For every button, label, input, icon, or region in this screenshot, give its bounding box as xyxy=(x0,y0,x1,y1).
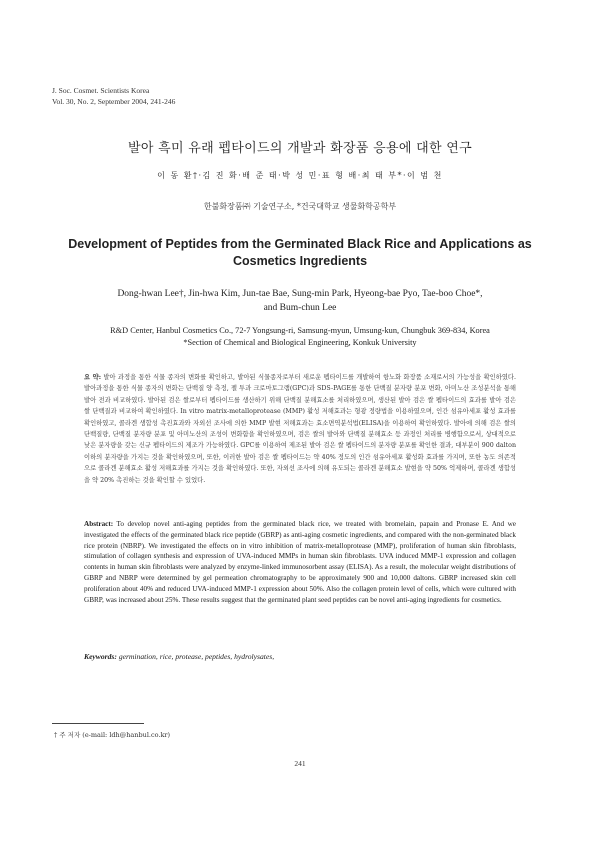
english-authors xyxy=(60,287,540,315)
keywords xyxy=(84,652,516,661)
english-authors-line1: Dong-hwan Lee†, Jin-hwa Kim, Jun-tae Bae, Sung-min Park, Hyeong-bae Pyo, Tae-boo Choe*, xyxy=(117,289,483,299)
english-affiliation-line1: R&D Center, Hanbul Cosmetics Co., 72-7 Yongsung-ri, Samsung-myun, Umsung-kun, Chungbuk 369-834, Korea xyxy=(110,326,490,335)
abstract-label: Abstract: xyxy=(84,520,114,528)
journal-volume: Vol. 30, No. 2, September 2004, 241-246 xyxy=(52,97,176,106)
korean-title: 발아 흑미 유래 펩타이드의 개발과 화장품 응용에 대한 연구 xyxy=(127,141,473,156)
journal-header xyxy=(52,85,175,107)
english-affiliation-line2: *Section of Chemical and Biological Engineering, Konkuk University xyxy=(183,337,417,347)
english-affiliation xyxy=(60,325,540,348)
footnote: † 주 저자 (e-mail: ldh@hanbul.co.kr) xyxy=(54,731,171,739)
keywords-label: Keywords: xyxy=(84,652,117,661)
korean-affiliation: 한불화장품㈜ 기술연구소, *건국대학교 생물화학공학부 xyxy=(203,202,397,211)
english-title: Development of Peptides from the Germinated Black Rice and Applications as Cosmetics Ingredients xyxy=(68,237,532,268)
korean-abstract-text: 발아 과정을 통한 식물 종자의 변화를 확인하고, 발아된 식물종자로부터 새로운 펩타이드를 개발하여 항노화 화장품 소재로서의 가능성을 확인하였다. 발아과정을 통한 식물 종자의 변화는 단백질 양 측정, 젤 투과 크로마토그램(GPC)과 SDS-PAGE를 통한 단백질 분자량 분포 변화, 아미노산 조성분석을 통해 발아 전과 비교하였다. 발아된 검은 쌀로부터 펩타이드를 생산하기 위해 단백질 분해효소를 처리하였으며, 생산된 발아 검은 쌀 펩타이드의 효과를 발아 검은 쌀 단백질과 비교하여 확인하였다. In vitro matrix-metalloprotease (MMP) 활성 저해효과는 형광 정량법을 이용하였으며, 인간 섬유아세포 활성 효과를 확인하였고, 콜라겐 생합성 촉진효과와 자외선 조사에 의한 MMP 발현 저해효과는 효소면역분석법(ELISA)을 이용하여 확인하였다. 발아에 의해 검은 쌀의 단백질량, 단백질 분자량 분포 및 아미노산의 조성이 변화함을 확인하였으며, 검은 쌀의 발아와 단백질 분해효소 등 과정인 처리를 병행함으로서, 상대적으로 낮은 분자량을 갖는 신규 펩타이드의 제조가 가능하였다. GPC를 이용하여 제조된 발아 검은 쌀 펩타이드의 분자량 분포를 확인한 결과, 대부분이 900 dalton 이하의 분자량을 가지는 것을 확인하였으며, 또한, 이러한 발아 검은 쌀 펩타이드는 약 40% 정도의 인간 섬유아세포 활성화 효과를 가지며, 또한 농도 의존적으로 콜라겐 분해효소 활성 저해효과를 가지는 것을 확인하였다. 또한, 자외선 조사에 의해 유도되는 콜라겐 분해효소 발현을 약 50% 억제하며, 콜라겐 생합성을 약 20% 촉진하는 것을 확인할 수 있었다. xyxy=(84,374,516,484)
footnote-divider xyxy=(52,723,144,724)
korean-abstract-label: 요 약: xyxy=(84,374,102,381)
journal-name: J. Soc. Cosmet. Scientists Korea xyxy=(52,86,150,95)
korean-authors: 이 동 환†·김 진 화·배 준 태·박 성 민·표 형 배·최 태 부*·이 범 천 xyxy=(157,171,443,180)
english-abstract xyxy=(84,519,516,605)
page-number: 241 xyxy=(294,759,306,768)
keywords-text: germination, rice, protease, peptides, hydrolysates, xyxy=(118,652,275,661)
english-authors-line2: and Bum-chun Lee xyxy=(263,303,337,313)
korean-abstract xyxy=(84,372,516,486)
abstract-text: To develop novel anti-aging peptides from the germinated black rice, we treated with bromelain, papain and Pronase E. And we investigated the effects of the germinated black rice peptide (GBRP) as anti-aging cosmetic ingredients, and compared with the non-germinated black rice protein (NBRP). We investigated the effects on in vitro inhibition of matrix-metalloprotease (MMP), proliferation of human skin fibroblasts, stimulation of collagen synthesis and expression of UVA-induced MMPs in human skin fibroblasts. UVA induced MMP-1 expression and collagen contents in human skin fibroblasts were analyzed by enzyme-linked immunosorbent assay (ELISA). As a result, the molecular weight distributions of GBRP and NBRP were determined by gel permeation chromatography to be approximately 900 and 10,000 daltons. GBRP increased skin cell proliferation about 40% and reduced UVA-induced MMP-1 expression about 50%. Also the collagen protein level of cells, which were cultured with GBRP, was increased about 25%. These results suggest that the germinated plant seed peptides can be novel anti-aging ingredients for cosmetics. xyxy=(84,520,516,604)
